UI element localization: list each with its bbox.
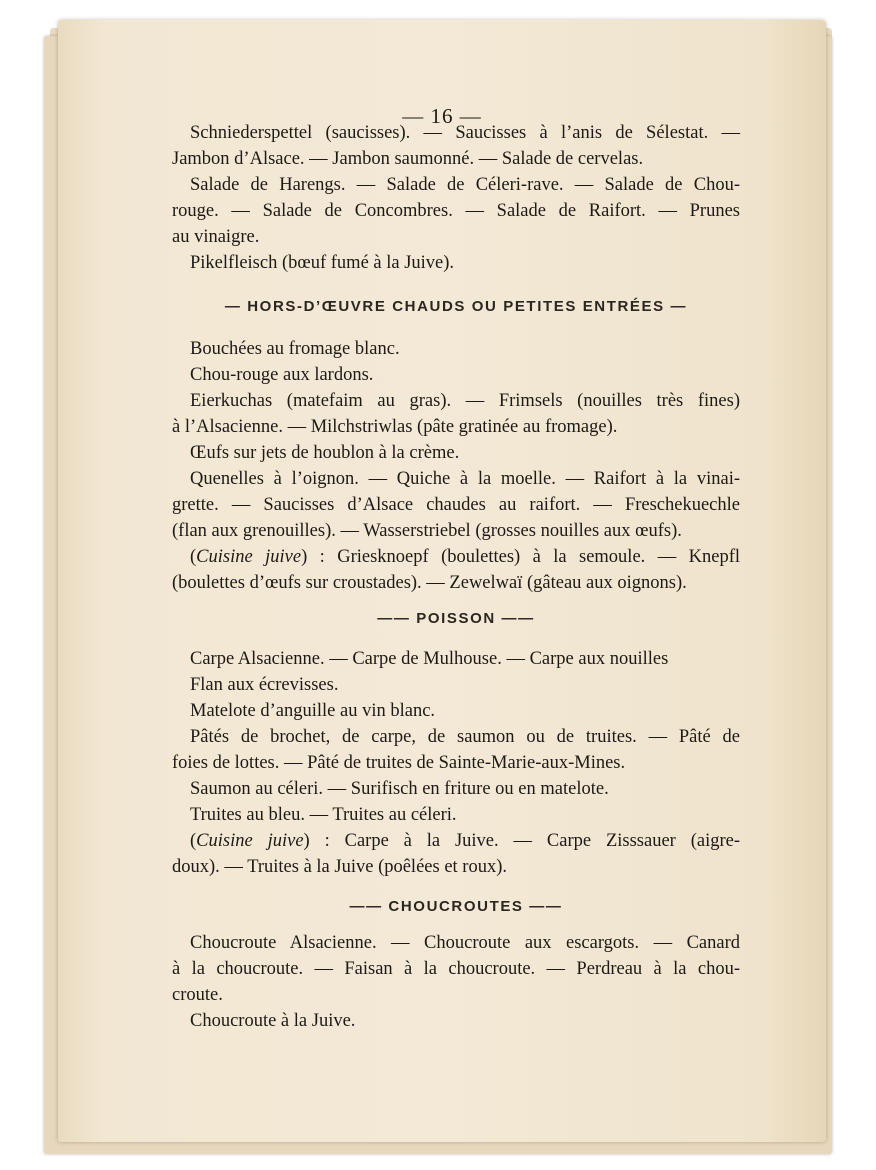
text-line: (flan aux grenouilles). — Wasserstriebel (grosses nouilles aux œufs). xyxy=(172,521,682,541)
paragraph xyxy=(172,930,740,1008)
text-line: (boulettes d’œufs sur croustades). — Zewelwaï (gâteau aux oignons). xyxy=(172,573,687,593)
paragraph xyxy=(172,672,740,698)
text-line: Pâtés de brochet, de carpe, de saumon ou de truites. — Pâté de xyxy=(190,727,740,747)
paragraph xyxy=(172,828,740,880)
text-line: Salade de Harengs. — Salade de Céleri-rave. — Salade de Chou- xyxy=(190,175,740,195)
paragraph xyxy=(172,362,740,388)
text-line: Chou-rouge aux lardons. xyxy=(190,365,374,385)
text-line: Schniederspettel (saucisses). — Saucisses à l’anis de Sélestat. — xyxy=(190,123,740,143)
text-line: croute. xyxy=(172,985,223,1005)
text-line: à la choucroute. — Faisan à la choucroute. — Perdreau à la chou- xyxy=(172,959,740,979)
paragraph xyxy=(172,544,740,596)
text-line: Carpe Alsacienne. — Carpe de Mulhouse. — Carpe aux nouilles xyxy=(190,649,669,669)
paragraph xyxy=(172,802,740,828)
section-heading: —— POISSON —— xyxy=(377,610,535,627)
text-line: au vinaigre. xyxy=(172,227,260,247)
text-line: à l’Alsacienne. — Milchstriwlas (pâte gratinée au fromage). xyxy=(172,417,618,437)
paragraph xyxy=(172,388,740,440)
text-line: Eierkuchas (matefaim au gras). — Frimsels (nouilles très fines) xyxy=(190,391,740,411)
text-line: Truites au bleu. — Truites au céleri. xyxy=(190,805,457,825)
paragraph xyxy=(172,646,740,672)
text-line: Choucroute Alsacienne. — Choucroute aux escargots. — Canard xyxy=(190,933,740,953)
text-line: doux). — Truites à la Juive (poêlées et roux). xyxy=(172,857,507,877)
text-line: Pikelfleisch (bœuf fumé à la Juive). xyxy=(190,253,455,273)
text-line: Flan aux écrevisses. xyxy=(190,675,339,695)
text-line: rouge. — Salade de Concombres. — Salade de Raifort. — Prunes xyxy=(172,201,740,221)
text-line: Choucroute à la Juive. xyxy=(190,1011,356,1031)
paragraph xyxy=(172,172,740,250)
paragraph xyxy=(172,466,740,544)
section-heading: —— CHOUCROUTES —— xyxy=(349,898,563,915)
paragraph xyxy=(172,698,740,724)
text-line: (Cuisine juive) : Carpe à la Juive. — Carpe Zisssauer (aigre- xyxy=(190,831,740,851)
text-line: (Cuisine juive) : Griesknoepf (boulettes) à la semoule. — Knepfl xyxy=(190,547,740,567)
text-line: grette. — Saucisses d’Alsace chaudes au raifort. — Freschekuechle xyxy=(172,495,740,515)
paragraph xyxy=(172,440,740,466)
paragraph xyxy=(172,120,740,172)
text-line: Œufs sur jets de houblon à la crème. xyxy=(190,443,460,463)
text-line: Quenelles à l’oignon. — Quiche à la moelle. — Raifort à la vinai- xyxy=(190,469,740,489)
text-line: Saumon au céleri. — Surifisch en friture ou en matelote. xyxy=(190,779,609,799)
book-page xyxy=(58,20,826,1142)
text-line: Jambon d’Alsace. — Jambon saumonné. — Salade de cervelas. xyxy=(172,149,644,169)
page-number: — 16 — xyxy=(402,104,482,128)
paragraph xyxy=(172,1008,740,1034)
text-line: foies de lottes. — Pâté de truites de Sainte-Marie-aux-Mines. xyxy=(172,753,626,773)
paragraph xyxy=(172,250,740,276)
paragraph xyxy=(172,776,740,802)
paragraph xyxy=(172,336,740,362)
paragraph xyxy=(172,724,740,776)
section-heading: — HORS-D’ŒUVRE CHAUDS OU PETITES ENTRÉES — xyxy=(224,298,688,315)
text-line: Bouchées au fromage blanc. xyxy=(190,339,400,359)
text-line: Matelote d’anguille au vin blanc. xyxy=(190,701,436,721)
